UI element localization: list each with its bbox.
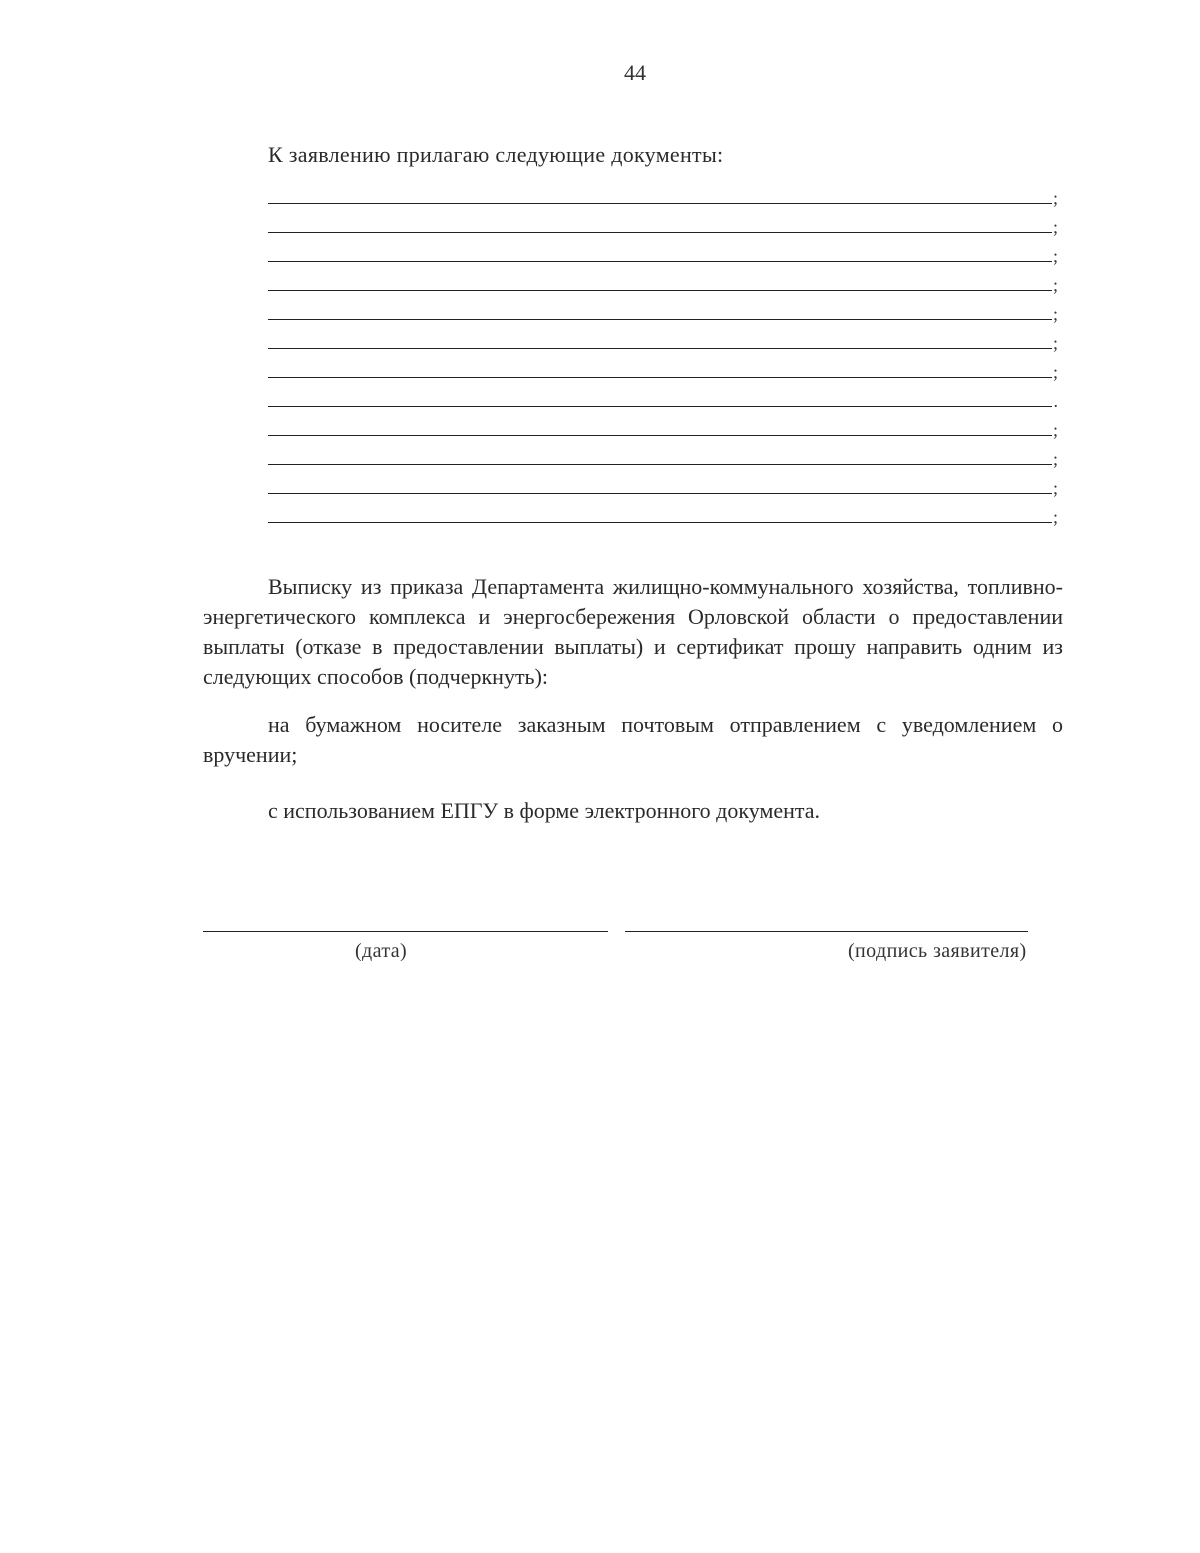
line-end-mark: ; (1052, 304, 1058, 324)
blank-rule (268, 319, 1052, 320)
line-end-mark: ; (1052, 420, 1058, 440)
line-end-mark: ; (1052, 188, 1058, 208)
blank-rule (268, 522, 1052, 523)
blank-rule (268, 261, 1052, 262)
attachment-line (268, 352, 1058, 381)
blank-rule (268, 406, 1052, 407)
line-end-mark: ; (1052, 275, 1058, 295)
date-blank-rule (203, 931, 608, 932)
electronic-delivery-option: с использованием ЕПГУ в форме электронного документа. (268, 798, 821, 823)
extract-delivery-paragraph: Выписку из приказа Департамента жилищно-коммунального хозяйства, топливно-энергетического комплекса и энергосбережения Орловской области о предоставлении выплаты (отказе в предоставлении выплаты) и сертификат прошу направить одним из следующих способов (подчеркнуть): (203, 574, 1063, 689)
blank-rule (268, 348, 1052, 349)
line-end-mark: ; (1052, 217, 1058, 237)
attachment-line (268, 468, 1058, 497)
blank-rule (268, 290, 1052, 291)
attachment-line (268, 323, 1058, 352)
signature-blank-rule (625, 931, 1028, 932)
date-caption: (дата) (355, 940, 408, 962)
attachment-lines (268, 178, 1058, 526)
line-end-mark: . (1053, 391, 1058, 411)
blank-rule (268, 232, 1052, 233)
line-end-mark: ; (1052, 362, 1058, 382)
attachment-line (268, 294, 1058, 323)
blank-rule (268, 493, 1052, 494)
blank-rule (268, 203, 1052, 204)
attachment-line (268, 381, 1058, 410)
line-end-mark: ; (1052, 507, 1058, 527)
attachment-line (268, 265, 1058, 294)
attachment-line (268, 497, 1058, 526)
attachment-line (268, 439, 1058, 468)
blank-rule (268, 377, 1052, 378)
attachment-line (268, 178, 1058, 207)
attachment-line (268, 236, 1058, 265)
paper-delivery-option: на бумажном носителе заказным почтовым отправлением с уведомлением о вручении; (203, 712, 1063, 767)
blank-rule (268, 464, 1052, 465)
signature-caption: (подпись заявителя) (848, 940, 1027, 962)
page-number: 44 (624, 60, 646, 85)
attachments-heading: К заявлению прилагаю следующие документы: (268, 142, 724, 167)
attachment-line (268, 207, 1058, 236)
line-end-mark: ; (1052, 246, 1058, 266)
blank-rule (268, 435, 1052, 436)
line-end-mark: ; (1052, 333, 1058, 353)
attachment-line (268, 410, 1058, 439)
line-end-mark: ; (1052, 449, 1058, 469)
line-end-mark: ; (1052, 478, 1058, 498)
